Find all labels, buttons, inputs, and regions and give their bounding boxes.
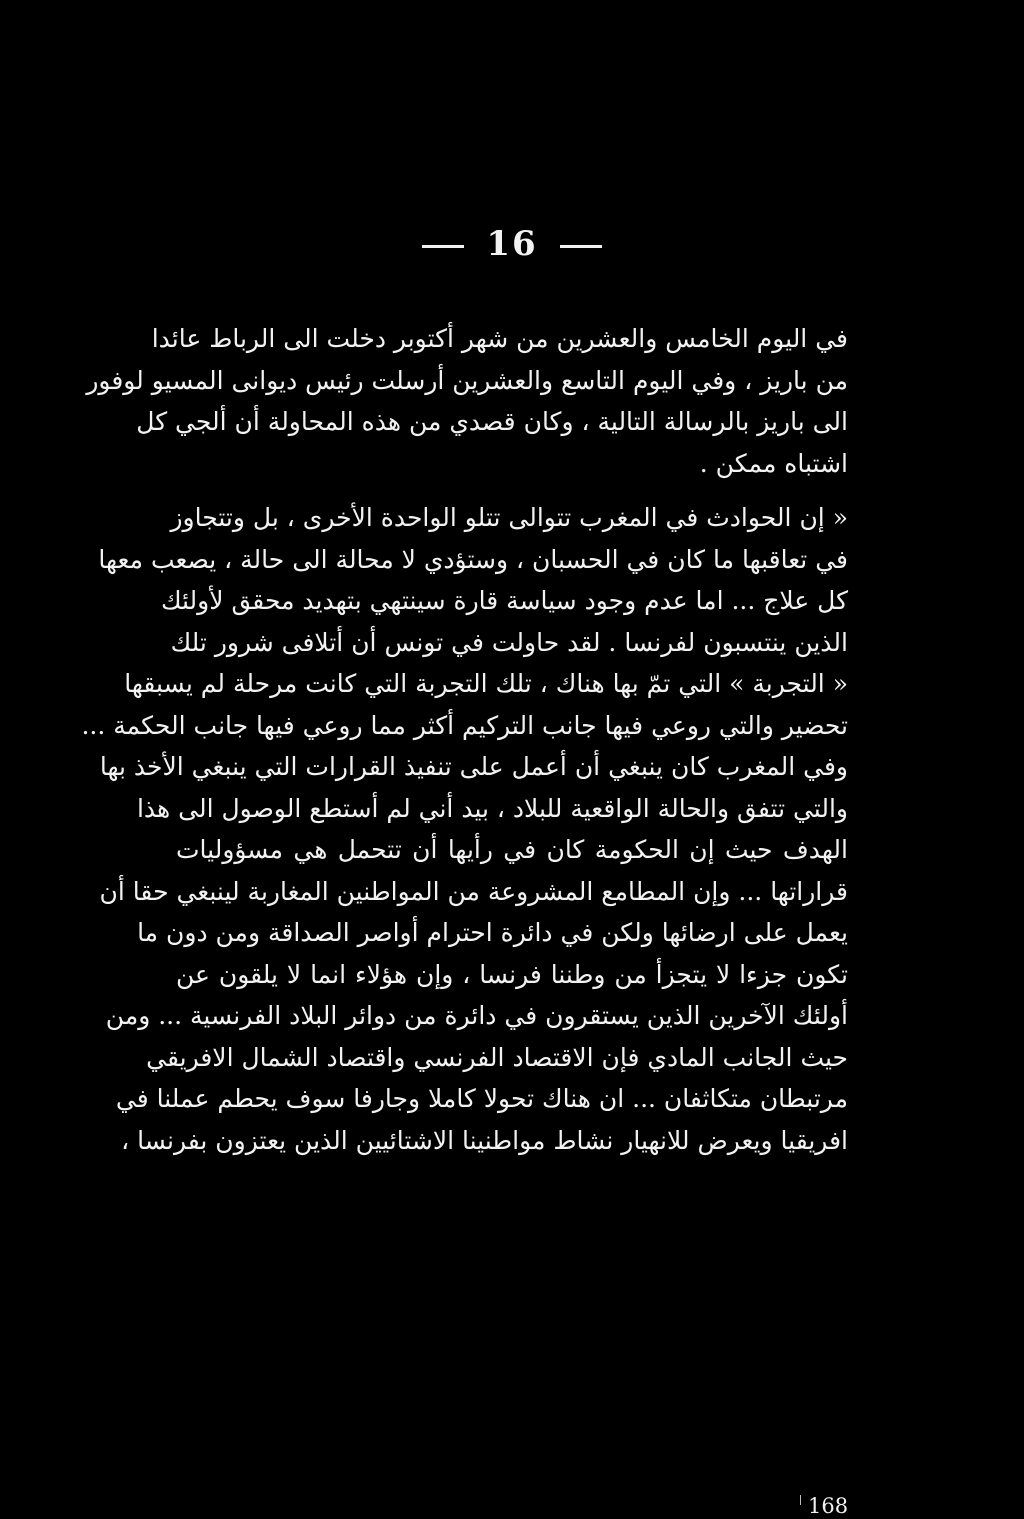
- text-line: الهدف حيث إن الحكومة كان في رأيها أن تتحمل هي مسؤوليات: [176, 835, 848, 864]
- text-line: تكون جزءا لا يتجزأ من وطننا فرنسا ، وإن هؤلاء انما لا يلقون عن: [176, 959, 848, 989]
- text-line: الى باريز بالرسالة التالية ، وكان قصدي من هذه المحاولة أن ألجي كل: [136, 407, 848, 436]
- text-line: مرتبطان متكاثفان ... ان هناك تحولا كاملا وجارفا سوف يحطم عملنا في: [115, 1084, 848, 1113]
- text-line: وفي المغرب كان ينبغي أن أعمل على تنفيذ القرارات التي ينبغي الأخذ بها: [99, 752, 848, 781]
- text-line: تحضير والتي روعي فيها جانب التركيم أكثر مما روعي فيها جانب الحكمة ...: [81, 710, 848, 740]
- header-dash-right: [560, 245, 602, 248]
- paragraph-1: [86, 318, 848, 484]
- text-line: اشتباه ممكن .: [699, 448, 848, 478]
- paragraph-2: [81, 497, 848, 1161]
- text-line: افريقيا ويعرض للانهيار نشاط مواطنينا الاشتائيين الذين يعتزون بفرنسا ،: [121, 1125, 848, 1155]
- page-number: 168: [808, 1494, 849, 1518]
- text-line: كل علاج ... اما عدم وجود سياسة قارة سينتهي بتهديد محقق لأولئك: [160, 586, 848, 615]
- text-line: والتي تتفق والحالة الواقعية للبلاد ، بيد أني لم أستطع الوصول الى هذا: [136, 793, 848, 823]
- text-line: أولئك الآخرين الذين يستقرون في دائرة من دوائر البلاد الفرنسية ... ومن: [105, 1001, 848, 1030]
- header-dash-left: [422, 245, 464, 248]
- text-line: « إن الحوادث في المغرب تتوالى تتلو الواحدة الأخرى ، بل وتتجاوز: [170, 503, 848, 532]
- text-line: في تعاقبها ما كان في الحسبان ، وستؤدي لا محالة الى حالة ، يصعب معها: [98, 544, 848, 574]
- text-line: من باريز ، وفي اليوم التاسع والعشرين أرسلت رئيس ديوانى المسيو لوفور: [86, 365, 848, 395]
- margin-tick-mark: [800, 1495, 801, 1505]
- text-line: الذين ينتسبون لفرنسا . لقد حاولت في تونس أن أتلافى شرور تلك: [170, 627, 848, 657]
- text-line: حيث الجانب المادي فإن الاقتصاد الفرنسي واقتصاد الشمال الافريقي: [146, 1042, 848, 1072]
- text-line: « التجربة » التي تمّ بها هناك ، تلك التجربة التي كانت مرحلة لم يسبقها: [124, 669, 848, 698]
- text-line: يعمل على ارضائها ولكن في دائرة احترام أواصر الصداقة ومن دون ما: [137, 918, 848, 947]
- text-line: قراراتها ... وإن المطامع المشروعة من المواطنين المغاربة لينبغي حقا أن: [99, 876, 848, 906]
- page-header: [0, 222, 1024, 266]
- page-marker: 16: [486, 224, 538, 264]
- text-line: في اليوم الخامس والعشرين من شهر أكتوبر دخلت الى الرباط عائدا: [151, 324, 848, 353]
